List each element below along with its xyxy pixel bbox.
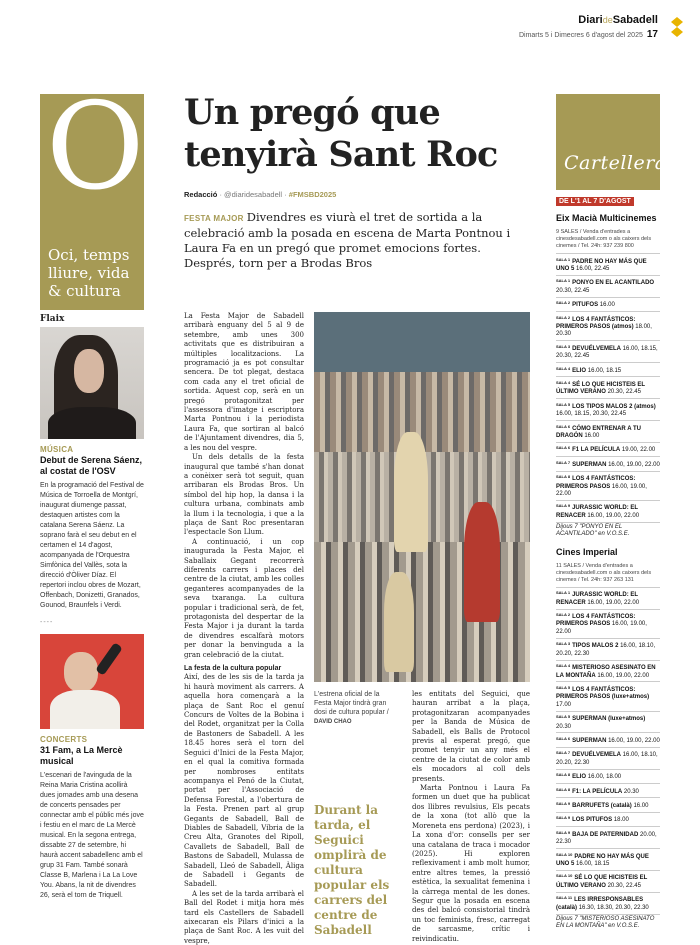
film-title: ELIO xyxy=(572,774,587,781)
sala-label: SALA 5 xyxy=(556,684,571,690)
sala-label: SALA 5 xyxy=(556,401,571,407)
film-times: 16.00 xyxy=(584,433,600,439)
section-letter: O xyxy=(46,78,145,217)
brief-headline: 31 Fam, a La Mercè musical xyxy=(40,745,123,766)
film-title: LOS PITUFOS xyxy=(572,817,613,824)
film-row xyxy=(556,420,660,442)
sala-label: SALA 8 xyxy=(556,786,571,792)
film-row xyxy=(556,362,660,376)
film-title: PADRE NO HAY MÁS QUE UNO 5 xyxy=(556,853,649,867)
film-times: 20.30 xyxy=(556,723,572,730)
film-row xyxy=(556,826,660,848)
sala-label: SALA 6 xyxy=(556,423,571,429)
cinema-note: Dijous 7 "MISTERIOSO ASESINATO EN LA MONTAÑA" en V.O.S.E. xyxy=(556,914,660,931)
film-title: LOS 4 FANTÁSTICOS: PRIMEROS PASOS xyxy=(556,476,636,490)
film-times: 16.00, 18.15 xyxy=(576,861,610,867)
sala-label: SALA 10 xyxy=(556,873,573,879)
film-times: 20.30, 22.45 xyxy=(607,882,641,889)
film-times: 16.00, 18.15, 20.30, 22.45 xyxy=(556,345,658,360)
paragraph: A continuació, i un cop inaugurada la Festa Major, el Saballaix Gegant recorrerà diferents carrers i places del centre de la ciutat, amb les colles geganteres acompanyades de la seva txaranga. La cultura popular i tradicional serà, de fet, protagonista del despertar de la Festa Major i ja durant la tarda de divendres escalfarà motors per donar la benvinguda a la gran celebració de la ciutat. xyxy=(184,537,304,659)
film-times: 18.00 xyxy=(613,817,629,824)
caption-text: L'estrena oficial de la Festa Major tindrà gran dosi de cultura popular xyxy=(314,691,387,716)
film-times: 20.30, 22.45 xyxy=(556,287,590,294)
film-row xyxy=(556,587,660,609)
film-title: LOS 4 FANTÁSTICOS: PRIMEROS PASOS xyxy=(556,614,636,628)
film-row xyxy=(556,812,660,826)
film-times: 16.00, 18.00 xyxy=(587,774,622,781)
sala-label: SALA 6 xyxy=(556,735,571,741)
film-times: 16.00, 18.10, 20.20, 22.30 xyxy=(556,752,658,766)
film-title: F1: LA PELÍCULA xyxy=(572,788,623,795)
sala-label: SALA 9 xyxy=(556,829,571,835)
film-title: PONYO EN EL ACANTILADO xyxy=(572,280,655,287)
film-title: SUPERMAN xyxy=(572,461,607,468)
left-sidebar xyxy=(40,78,145,901)
film-title: JURASSIC WORLD: EL RENACER xyxy=(556,505,638,519)
film-row xyxy=(556,797,660,811)
film-row xyxy=(556,892,660,914)
film-times: 20.00, 22.30 xyxy=(556,831,657,846)
film-title: BAJA DE PATERNIDAD xyxy=(572,831,639,838)
film-times: 18.00, 20.30 xyxy=(556,323,652,338)
sala-label: SALA 9 xyxy=(556,503,571,509)
film-title: LOS 4 FANTÁSTICOS: PRIMEROS PASOS (atmos) xyxy=(556,316,636,330)
sala-label: SALA 10 xyxy=(556,851,573,857)
sala-label: SALA 7 xyxy=(556,750,571,756)
film-title: MISTERIOSO ASESINATO EN LA MONTAÑA xyxy=(556,665,656,679)
sala-label: SALA 6 xyxy=(556,445,571,451)
sala-label: SALA 4 xyxy=(556,379,571,385)
film-title: PITUFOS xyxy=(572,302,599,309)
film-title: BARRUFETS (català) xyxy=(572,802,632,809)
sala-label: SALA 2 xyxy=(556,612,571,618)
subhead: La festa de la cultura popular xyxy=(184,665,282,673)
category-label: MÚSICA xyxy=(40,445,74,454)
film-row xyxy=(556,711,660,733)
film-times: 16.00, 19.00, 22.00 xyxy=(597,672,650,679)
film-row xyxy=(556,275,660,297)
film-row xyxy=(556,681,660,710)
article-lead xyxy=(184,210,514,271)
concert-photo xyxy=(40,634,144,729)
kicker: FESTA MAJOR xyxy=(184,214,244,223)
film-times: 16.30, 18.30, 20.30, 22.30 xyxy=(578,904,649,911)
photo-credit: Flaix xyxy=(40,314,65,324)
film-title: LES IRRESPONSABLES (català) xyxy=(556,897,644,911)
film-row xyxy=(556,311,660,340)
sala-label: SALA 1 xyxy=(556,256,571,262)
category-label: CONCERTS xyxy=(40,735,88,744)
film-row xyxy=(556,471,660,500)
film-times: 16.00, 19.00, 22.00 xyxy=(556,483,647,498)
film-times: 16.00, 19.00, 22.00 xyxy=(556,621,647,635)
film-times: 16.00 xyxy=(633,802,649,809)
sala-label: SALA 3 xyxy=(556,641,571,647)
film-times: 17.00 xyxy=(556,701,572,708)
cartellera-title: Cartellera xyxy=(564,152,667,174)
hashtag: #FMSBD2025 xyxy=(288,190,337,199)
sala-label: SALA 8 xyxy=(556,772,571,778)
sala-label: SALA 1 xyxy=(556,278,571,284)
film-title: CÓMO ENTRENAR A TU DRAGÓN xyxy=(556,425,641,439)
film-title: LOS 4 FANTÁSTICOS: PRIMEROS PASOS (luxe+atmos) xyxy=(556,686,650,701)
author-handle: @diaridesabadell xyxy=(224,190,283,199)
film-title: SUPERMAN xyxy=(572,737,607,744)
cinema-name: Eix Macià Multicinemes xyxy=(556,213,657,223)
film-times: 19.00, 22.00 xyxy=(621,447,656,454)
sala-label: SALA 4 xyxy=(556,663,571,669)
sala-label: SALA 2 xyxy=(556,300,571,306)
sala-label: SALA 9 xyxy=(556,815,571,821)
sala-label: SALA 8 xyxy=(556,474,571,480)
section-banner xyxy=(40,78,145,310)
film-list xyxy=(556,587,660,914)
sala-label: SALA 9 xyxy=(556,800,571,806)
film-times: 16.00, 19.00, 22.00 xyxy=(587,512,640,519)
sala-label: SALA 4 xyxy=(556,365,571,371)
film-times: 16.00, 18.10, 20.20, 22.30 xyxy=(556,643,656,657)
film-times: 16.00, 19.00, 22.00 xyxy=(608,737,660,744)
singer-photo xyxy=(40,327,144,439)
date-range-badge: DE L'1 AL 7 D'AGOST xyxy=(556,197,634,206)
shield-logo-icon xyxy=(670,16,684,38)
film-row xyxy=(556,442,660,456)
sala-label: SALA 2 xyxy=(556,314,571,320)
sala-label: SALA 11 xyxy=(556,895,573,901)
date-line: Dimarts 5 i Dimecres 6 d'agost del 2025 17 xyxy=(518,29,658,40)
cartellera-sidebar xyxy=(556,94,667,931)
film-title: PADRE NO HAY MÁS QUE UNO 5 xyxy=(556,258,647,272)
photo-caption: L'estrena oficial de la Festa Major tindrà gran dosi de cultura popular / DAVID CHAO xyxy=(314,691,389,725)
brief-headline: Debut de Serena Sáenz, al costat de l'OSV xyxy=(40,455,143,476)
film-title: LOS TIPOS MALOS 2 (atmos) xyxy=(572,403,656,410)
article-column-1 xyxy=(184,312,304,945)
film-times: 16.00, 19.00, 22.00 xyxy=(587,599,640,606)
divider: ---- xyxy=(40,619,54,626)
film-title: SÉ LO QUE HICISTEIS EL ÚLTIMO VERANO xyxy=(556,875,648,889)
film-title: F1 LA PELÍCULA xyxy=(572,447,621,454)
article-column-2 xyxy=(412,690,530,944)
brief-text: En la programació del Festival de Música de Torroella de Montgrí, inaugurat diumenge passat, destaquen artistes com la catalana Serena Sáenz. La soprano farà el seu debut en el certamen el 14 d'agost, acompanyada de l'Orquestra Simfònica del Vallès, sota la direcció d'Òliver Díaz. El repertori inclou obres de Mozart, Offenbach, Donizetti, Granados, Gounod, Braunfels i Verdi. xyxy=(40,482,144,609)
cinema-name: Cines Imperial xyxy=(556,546,618,557)
cinema-info: 11 SALES / Venda d'entrades a cinesdesabadell.com o als caixers dels cinemes / Tel. 24h: 937 263 131 xyxy=(556,562,652,583)
cinema-info: 9 SALES / Venda d'entrades a cinesdesabadell.com o als caixers dels cinemes / Tel. 24h: 937 239 800 xyxy=(556,229,652,249)
film-title: JURASSIC WORLD: EL RENACER xyxy=(556,592,638,606)
cartellera-banner xyxy=(556,94,667,190)
pull-quote: Durant la tarda, el Seguici omplirà de cultura popular els carrers del centre de Sabadell xyxy=(314,803,390,937)
film-times: 16.00 xyxy=(599,302,615,309)
film-row xyxy=(556,398,660,420)
brand-name: DiarideSabadell xyxy=(578,14,658,26)
paragraph: Marta Pontnou i Laura Fa formen un duet que ha publicat dos llibres revulsius, Els pecats de la xona (tot allò que la Moreneta ens perdona) (2023), i La xona d'or: consells per ser una catalana de traca i mocador (2025). Hi exploren reflexivament i amb molt humor, entre altres temes, la pressió estètica, la sexualitat femenina i la càrrega mental de les dones. Segur que la posada en escena des del balcó consistorial tindrà un toc feminista, fresc, carregat de sarcasme, crític i reivindicatiu. xyxy=(412,784,530,943)
film-row xyxy=(556,500,660,522)
film-times: 16.00, 18.15 xyxy=(587,367,622,374)
film-row xyxy=(556,747,660,769)
sala-label: SALA 7 xyxy=(556,459,571,465)
festival-crowd-photo xyxy=(314,312,530,682)
sala-label: SALA 3 xyxy=(556,343,571,349)
section-label: Oci, temps lliure, vida & cultura xyxy=(48,246,130,300)
film-row xyxy=(556,253,660,275)
film-times: 20.30, 22.45 xyxy=(607,389,641,396)
film-times: 16.00, 19.00, 22.00 xyxy=(608,461,660,468)
film-row xyxy=(556,297,660,311)
paragraph: La Festa Major de Sabadell arribarà enguany del 5 al 9 de setembre, amb unes 300 activitats que es distribuiran a múltiples localitzacions. La programació ja es pot consultar sencera. De tot plegat, destaca com cada any el tret oficial de sortida. Aquest cop, serà en un pregó protagonitzat per l'assessora d'imatge i escriptora Marta Pontnou i la periodista Laura Fa, que sortiran al balcó de l'Ajuntament divendres, dia 5, a les nou del vespre. xyxy=(184,312,304,452)
article-title: Un pregó que tenyirà Sant Roc xyxy=(184,92,498,175)
film-times: 16.00, 22.45 xyxy=(576,265,610,272)
film-title: DEVUÉLVEMELA xyxy=(572,752,621,759)
film-times: 20.30 xyxy=(623,788,639,795)
film-row xyxy=(556,638,660,660)
film-title: TIPOS MALOS 2 xyxy=(572,643,619,650)
film-list xyxy=(556,253,660,522)
film-row xyxy=(556,340,660,362)
film-row xyxy=(556,732,660,746)
lead-text: Divendres es viurà el tret de sortida a la celebració amb la posada en escena de Marta Pontnou i Laura Fa en un pregó que promet emocions fortes. Després, torn per a Brodas Bros xyxy=(184,210,511,270)
film-row xyxy=(556,769,660,783)
caption-credit: DAVID CHAO xyxy=(314,719,352,725)
page-number: 17 xyxy=(646,29,658,40)
film-row xyxy=(556,848,660,870)
paragraph: A les set de la tarda arribarà el Ball del Rodet i mitja hora més tard els Castellers de Sabadell aixecaran els Pilars d'inici a la plaça de Sant Roc. A les vuit del vespre, xyxy=(184,889,304,945)
byline: Redacció · @diaridesabadell · #FMSBD2025 xyxy=(184,190,337,199)
film-row xyxy=(556,870,660,892)
author: Redacció xyxy=(184,190,218,199)
paragraph: Un dels detalls de la festa inaugural que també s'han donat a conèixer serà tot seguit, quan arribaran els Brodas Bros. Un símbol del hip hop, la dansa i la cultura urbana, combinats amb la llum i la tecnologia, i que a la plaça de Sant Roc presentaran l'espectacle Son Llum. xyxy=(184,453,304,537)
film-title: ELIO xyxy=(572,367,587,374)
film-row xyxy=(556,660,660,682)
film-row xyxy=(556,609,660,638)
film-row xyxy=(556,783,660,797)
film-title: DEVUÉLVEMELA xyxy=(572,345,621,352)
brief-text: L'escenari de l'avinguda de la Reina Maria Cristina acollirà dues jornades amb una desena de concerts pensades per connectar amb el públic més jove i festiu en el marc de La Mercè musical. En la segona entrega, dissabte 27 de setembre, hi haurà accent sabadellenc amb el grup 31 Fam. També sonarà Classe B, Marlena i La La Love You. Abans, la nit de divendres 26, serà el torn de Triquell. xyxy=(40,772,144,899)
film-row xyxy=(556,376,660,398)
film-row xyxy=(556,456,660,470)
cinema-note: Dijous 7 "PONYO EN EL ACANTILADO" en V.O.S.E. xyxy=(556,522,660,539)
film-title: SUPERMAN (luxe+atmos) xyxy=(572,716,646,723)
paragraph: les entitats del Seguici, que hauran arribat a la plaça, protagonitzaran acompanyades per la Banda de Música de Sabadell, els Balls de Protocol previs al esperat pregó, que promet tenyir un any més el centre de la ciutat de color amb els mocadors al coll dels presents. xyxy=(412,690,530,783)
film-times: 16.00, 18.15, 20.30, 22.45 xyxy=(556,411,627,418)
paragraph: Així, des de les sis de la tarda ja hi haurà moviment als carrers. A aquella hora començarà a la plaça de Sant Roc el genuí Concurs de Voltes de la Bobina i del Rodet, organitzat per la Colla de Bastoners de Sabadell. A les 18.45 hores serà el torn del Seguici d'Inici de la Festa Major, en el qual la comitiva formada per nombroses entitats acompanya el Penó de la Ciutat, portat per l'Associació de Defensa Forestal, a l'obertura de la Festa. Prenen part al grup Gegants de Sabadell, Ball de Diables de Sabadell, Víbria de la Creu Alta, Granotes del Ripoll, Cavallets de Sabadell, Ball de Bastons de Sabadell, Mulassa de Sabadell, Lleó de Sabadell, Àliga de Sabadell i Gegants de Sabadell. xyxy=(184,673,304,889)
sala-label: SALA 1 xyxy=(556,590,571,596)
film-title: SÉ LO QUE HICISTEIS EL ÚLTIMO VERANO xyxy=(556,381,645,396)
sala-label: SALA 5 xyxy=(556,714,571,720)
